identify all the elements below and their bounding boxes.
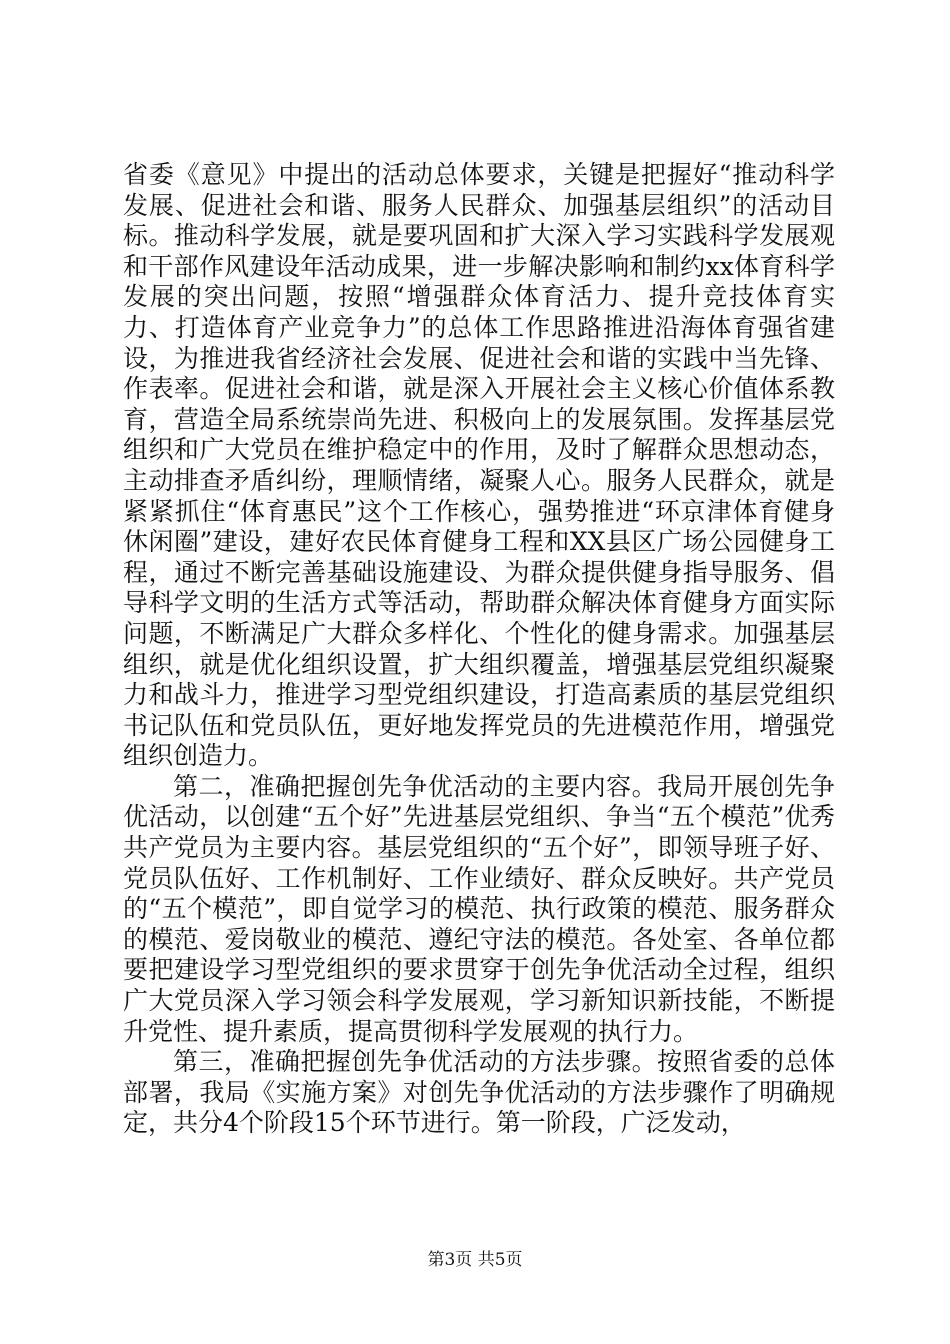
paragraph-3: 第三，准确把握创先争优活动的方法步骤。按照省委的总体部署，我局《实施方案》对创先争优活动的方法步骤作了明确规定，共分4个阶段15个环节进行。第一阶段，广泛发动， <box>123 1047 835 1138</box>
paragraph-1: 省委《意见》中提出的活动总体要求，关键是把握好“推动科学发展、促进社会和谐、服务人民群众、加强基层组织”的活动目标。推动科学发展，就是要巩固和扩大深入学习实践科学发展观和干部作风建设年活动成果，进一步解决影响和制约xx体育科学发展的突出问题，按照“增强群众体育活力、提升竞技体育实力、打造体育产业竞争力”的总体工作思路推进沿海体育强省建设，为推进我省经济社会发展、促进社会和谐的实践中当先锋、作表率。促进社会和谐，就是深入开展社会主义核心价值体系教育，营造全局系统崇尚先进、积极向上的发展氛围。发挥基层党组织和广大党员在维护稳定中的作用，及时了解群众思想动态，主动排查矛盾纠纷，理顺情绪，凝聚人心。服务人民群众，就是紧紧抓住“体育惠民”这个工作核心，强势推进“环京津体育健身休闲圈”建设，建好农民体育健身工程和XX县区广场公园健身工程，通过不断完善基础设施建设、为群众提供健身指导服务、倡导科学文明的生活方式等活动，帮助群众解决体育健身方面实际问题，不断满足广大群众多样化、个性化的健身需求。加强基层组织，就是优化组织设置，扩大组织覆盖，增强基层党组织凝聚力和战斗力，推进学习型党组织建设，打造高素质的基层党组织书记队伍和党员队伍，更好地发挥党员的先进模范作用，增强党组织创造力。 <box>123 160 835 771</box>
paragraph-2: 第二，准确把握创先争优活动的主要内容。我局开展创先争优活动，以创建“五个好”先进基层党组织、争当“五个模范”优秀共产党员为主要内容。基层党组织的“五个好”，即领导班子好、党员队伍好、工作机制好、工作业绩好、群众反映好。共产党员的“五个模范”，即自觉学习的模范、执行政策的模范、服务群众的模范、爱岗敬业的模范、遵纪守法的模范。各处室、各单位都要把建设学习型党组织的要求贯穿于创先争优活动全过程，组织广大党员深入学习领会科学发展观，学习新知识新技能，不断提升党性、提升素质，提高贯彻科学发展观的执行力。 <box>123 771 835 1046</box>
page-number-footer: 第3页 共5页 <box>427 1250 523 1270</box>
document-body <box>123 160 835 1139</box>
